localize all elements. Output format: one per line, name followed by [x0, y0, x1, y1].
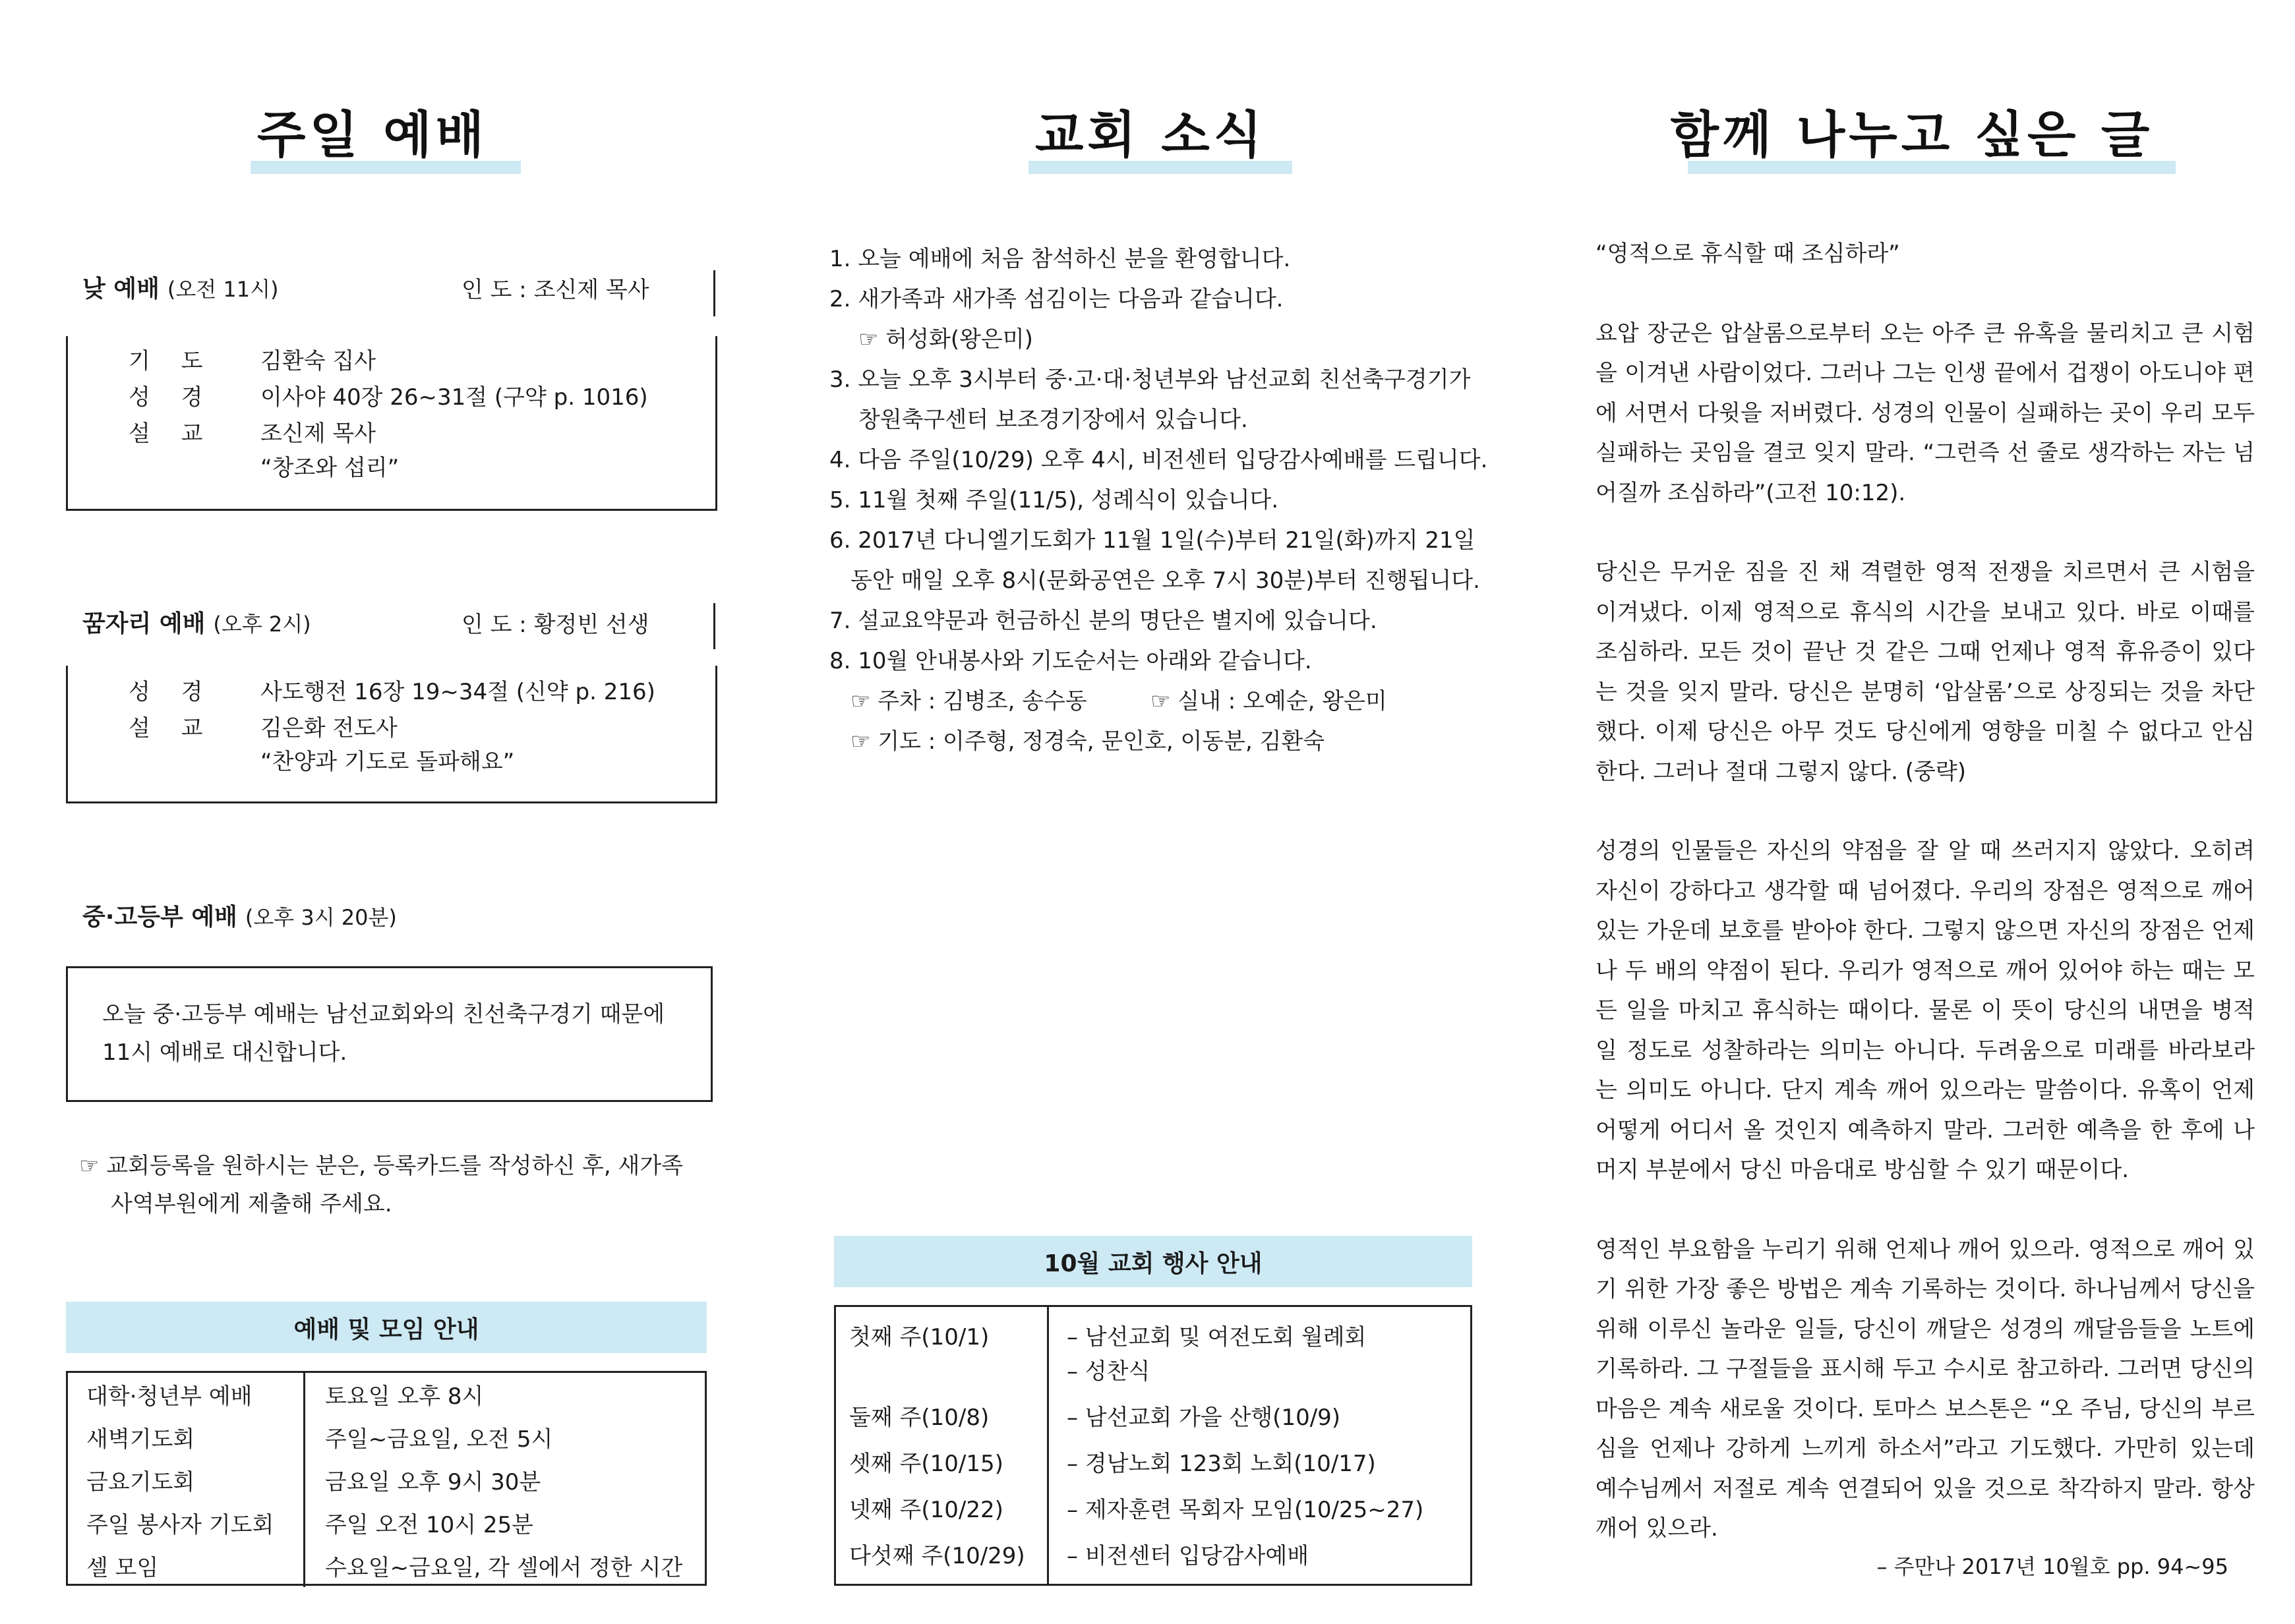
table-row: 주일 봉사자 기도회 주일 오전 10시 25분 [68, 1501, 705, 1544]
service-title-afternoon [82, 605, 311, 639]
sermon-title: “창조와 섭리” [260, 455, 400, 481]
essay-paragraph: 당신은 무거운 짐을 진 채 격렬한 영적 전쟁을 치르면서 큰 시험을 이겨냈다. 이제 영적으로 휴식의 시간을 보내고 있다. 바로 이때를 조심하라. 모든 것이 끝난 것 같은 그때 언제나 영적 휴유증이 있다는 것을 잊지 말라. 당신은 분명히 ‘압살롬’으로 상징되는 것을 차단했다. 이제 당신은 아무 것도 당신에게 영향을 미칠 수 없다고 안심한다. 그러나 절대 그렇지 않다. (중략) [1595, 559, 2255, 785]
news-item: 6. 2017년 다니엘기도회가 11월 1일(수)부터 21일(화)까지 21일 [829, 527, 1475, 554]
table-row: 대학·청년부 예배 토요일 오후 8시 [68, 1373, 705, 1416]
column-shared-writing [1569, 0, 2255, 1624]
news-item: 3. 오늘 오후 3시부터 중·고·대·청년부와 남선교회 친선축구경기가 [829, 366, 1471, 393]
youth-notice-text: 오늘 중·고등부 예배는 남선교회와의 친선축구경기 때문에 11시 예배로 대신합니다. [102, 1001, 665, 1066]
detail-row-prayer: 기 도 김환숙 집사 [129, 348, 376, 374]
news-item: ☞ 주차 : 김병조, 송수동 [850, 688, 1087, 714]
service-leader: 인 도 : 조신제 목사 [462, 277, 649, 303]
service-name: 꿈자리 예배 [82, 610, 206, 637]
section-heading-worship [66, 99, 527, 178]
detail-row-sermon: 설 교 조신제 목사 [129, 420, 376, 447]
news-item: 2. 새가족과 새가족 섬김이는 다음과 같습니다. [829, 286, 1284, 312]
essay-paragraph: 영적인 부요함을 누리기 위해 언제나 깨어 있으라. 영적으로 깨어 있기 위한 가장 좋은 방법은 계속 기록하는 것이다. 하나님께서 당신을 위해 이루신 놀라운 일들, 당신이 깨달은 성경의 깨달음들을 노트에 기록하라. 그 구절들을 표시해 두고 수시로 참고하라. 그러면 당신의 마음은 계속 새로울 것이다. 토마스 보스톤은 “오 주님, 당신의 부르심을 언제나 강하게 느끼게 하소서”라고 기도했다. 가만히 있는데 예수님께서 저절로 계속 연결되어 있을 것으로 착각하지 말라. 항상 깨어 있으라. [1595, 1236, 2255, 1542]
heading-title: 주일 예배 [256, 105, 489, 164]
essay-title: “영적으로 휴식할 때 조심하라” [1595, 241, 1900, 267]
service-time: (오전 11시) [167, 277, 279, 302]
column-church-news [818, 0, 1488, 1624]
news-item: 4. 다음 주일(10/29) 오후 4시, 비전센터 입당감사예배를 드립니다. [829, 447, 1488, 473]
news-item: 8. 10월 안내봉사와 기도순서는 아래와 같습니다. [829, 648, 1312, 674]
news-item: 1. 오늘 예배에 처음 참석하신 분을 환영합니다. [829, 246, 1291, 272]
essay-source: – 주만나 2017년 10월호 pp. 94~95 [1876, 1554, 2228, 1579]
service-time: (오후 3시 20분) [245, 905, 397, 930]
section-heading-news [818, 99, 1483, 178]
table-row: 셀 모임 수요일~금요일, 각 셀에서 정한 시간 [68, 1544, 705, 1587]
news-item: ☞ 허성화(왕은미) [858, 326, 1033, 353]
registration-note: ☞ 교회등록을 원하시는 분은, 등록카드를 작성하신 후, 새가족 사역부원에게 제출해 주세요. [79, 1153, 684, 1217]
bracket-right-edge [713, 603, 715, 649]
essay-paragraph: 성경의 인물들은 자신의 약점을 잘 알 때 쓰러지지 않았다. 오히려 자신이 강하다고 생각할 때 넘어졌다. 우리의 장점은 영적으로 깨어 있는 가운데 보호를 받아야 한다. 그렇지 않으면 자신의 장점은 언제나 두 배의 약점이 된다. 우리가 영적으로 깨어 있어야 하는 때는 모든 일을 마치고 휴식하는 때이다. 물론 이 뜻이 당신의 내면을 병적일 정도로 성찰하라는 의미는 아니다. 두려움으로 미래를 바라보라는 의미도 아니다. 단지 계속 깨어 있으라는 말씀이다. 유혹이 언제 어떻게 어디서 올 것인지 예측하지 말라. 그러한 예측을 한 후에 나머지 부분에서 당신 마음대로 방심할 수 있기 때문이다. [1595, 838, 2255, 1183]
sermon-title: “찬양과 기도로 돌파해요” [260, 749, 515, 775]
news-item: ☞ 기도 : 이주형, 정경숙, 문인호, 이동분, 김환숙 [850, 728, 1325, 755]
meetings-table [66, 1371, 707, 1586]
heading-title: 함께 나누고 싶은 글 [1670, 105, 2154, 164]
column-divider [1047, 1307, 1049, 1584]
detail-row-sermon: 설 교 김은화 전도사 [129, 715, 398, 741]
service-title-youth [82, 898, 397, 932]
table-row: 금요기도회 금요일 오후 9시 30분 [68, 1459, 705, 1501]
service-name: 중·고등부 예배 [82, 904, 237, 931]
meetings-table-title: 예배 및 모임 안내 [66, 1302, 707, 1353]
service-title-sunday [82, 270, 278, 304]
section-heading-writing [1569, 99, 2255, 178]
essay-body [1595, 234, 2255, 1549]
events-table: 첫째 주(10/1) – 남선교회 및 여전도회 월례회 – 성찬식 둘째 주(10/8) – 남선교회 가을 산행(10/9) 셋째 주(10/15) – 경남노회 123회 노회(10/17) 넷째 주(10/22) – 제자훈련 목회자 모임(10/25~27) 다섯째 주(10/29) – 비전센터 입당감사예배 [834, 1305, 1472, 1586]
column-sunday-worship [66, 0, 719, 1624]
news-item: 7. 설교요약문과 헌금하신 분의 명단은 별지에 있습니다. [829, 608, 1377, 634]
service-name: 낮 예배 [82, 276, 160, 303]
news-item: 동안 매일 오후 8시(문화공연은 오후 7시 30분)부터 진행됩니다. [850, 567, 1480, 594]
bracket-right-edge [713, 270, 715, 316]
news-item: 창원축구센터 보조경기장에서 있습니다. [858, 407, 1248, 433]
news-item: ☞ 실내 : 오예순, 왕은미 [1150, 688, 1387, 714]
service-time: (오후 2시) [213, 612, 311, 637]
heading-title: 교회 소식 [1034, 105, 1267, 164]
service-leader: 인 도 : 황정빈 선생 [462, 612, 649, 638]
events-table-title: 10월 교회 행사 안내 [834, 1236, 1472, 1287]
detail-row-scripture: 성 경 이사야 40장 26~31절 (구약 p. 1016) [129, 384, 648, 411]
table-row: 새벽기도회 주일~금요일, 오전 5시 [68, 1416, 705, 1459]
news-item: 5. 11월 첫째 주일(11/5), 성례식이 있습니다. [829, 487, 1279, 513]
essay-paragraph: 요압 장군은 압살롬으로부터 오는 아주 큰 유혹을 물리치고 큰 시험을 이겨낸 사람이었다. 그러나 그는 인생 끝에서 겁쟁이 아도니야 편에 서면서 다윗을 저버렸다. 성경의 인물이 실패하는 곳이 우리 모두 실패하는 곳임을 결코 잊지 말라. “그런즉 선 줄로 생각하는 자는 넘어질까 조심하라”(고전 10:12). [1595, 320, 2255, 506]
detail-row-scripture: 성 경 사도행전 16장 19~34절 (신약 p. 216) [129, 679, 655, 705]
